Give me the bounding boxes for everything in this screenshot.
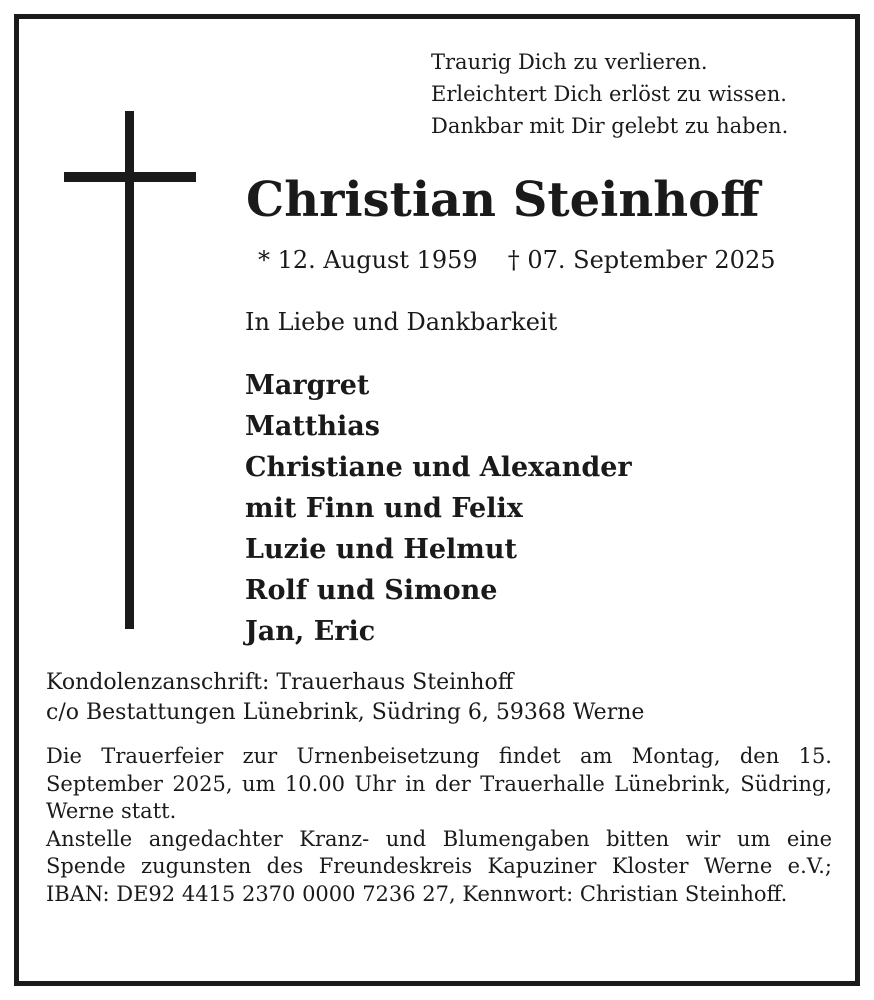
- birth-date: * 12. August 1959: [258, 246, 478, 274]
- donation-paragraph: Anstelle angedachter Kranz- und Blumengaben bitten wir um eine Spende zugunsten des Freundeskreis Kapuziner Kloster Werne e.V.; IBAN: DE92 4415 2370 0000 7236 27, Kennwort: Christian Steinhoff.: [46, 826, 832, 906]
- death-date: † 07. September 2025: [507, 246, 776, 274]
- mourner-name: Luzie und Helmut: [245, 534, 517, 565]
- mourner-name: mit Finn und Felix: [245, 493, 523, 524]
- ceremony-info: [46, 743, 832, 908]
- ceremony-paragraph: Die Trauerfeier zur Urnenbeisetzung findet am Montag, den 15. September 2025, um 10.00 Uhr in der Trauerhalle Lünebrink, Südring, Werne statt.: [46, 744, 832, 823]
- address-line: Kondolenzanschrift: Trauerhaus Steinhoff: [46, 670, 514, 695]
- mourner-name: Jan, Eric: [245, 616, 376, 647]
- poem-line: Traurig Dich zu verlieren.: [431, 50, 708, 74]
- dedication-text: In Liebe und Dankbarkeit: [245, 308, 558, 336]
- address-line: c/o Bestattungen Lünebrink, Südring 6, 59368 Werne: [46, 700, 645, 725]
- cross-vertical-bar: [125, 111, 134, 629]
- cross-horizontal-bar: [64, 172, 196, 182]
- mourner-name: Margret: [245, 370, 370, 401]
- mourners-list: [245, 365, 632, 652]
- life-dates: [258, 243, 776, 277]
- mourner-name: Christiane und Alexander: [245, 452, 632, 483]
- deceased-name: Christian Steinhoff: [246, 172, 760, 228]
- mourner-name: Matthias: [245, 411, 380, 442]
- memorial-poem: [431, 46, 851, 142]
- condolence-address: [46, 668, 644, 728]
- poem-line: Dankbar mit Dir gelebt zu haben.: [431, 114, 789, 138]
- mourner-name: Rolf und Simone: [245, 575, 498, 606]
- poem-line: Erleichtert Dich erlöst zu wissen.: [431, 82, 787, 106]
